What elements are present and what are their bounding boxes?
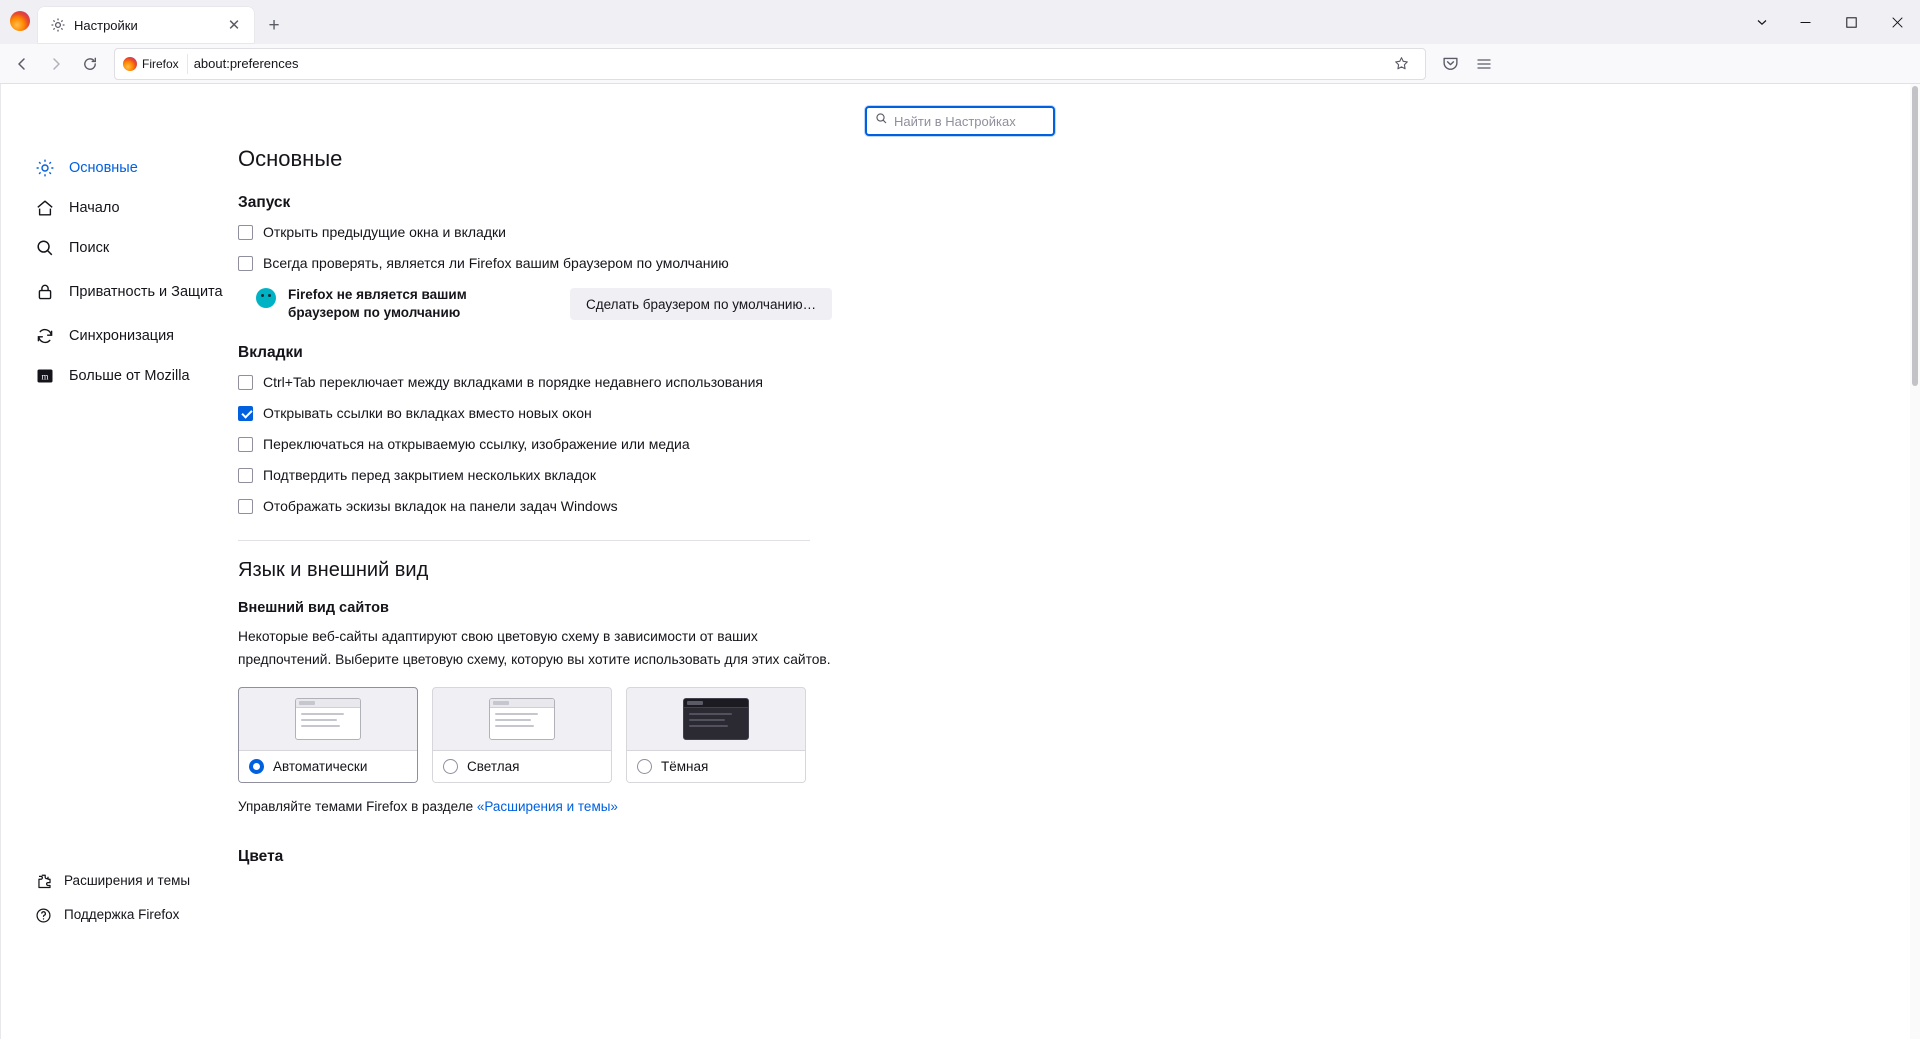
appearance-radio-dark[interactable] xyxy=(627,750,805,782)
colors-heading: Цвета xyxy=(238,847,284,865)
sidebar-item-label: Начало xyxy=(69,199,120,216)
website-appearance-description: Некоторые веб-сайты адаптируют свою цветовую схему в зависимости от ваших предпочтений. Выберите цветовую схему, которую вы хотите использовать для этих сайтов. xyxy=(238,629,831,667)
radio-button[interactable] xyxy=(249,759,264,774)
checkbox-label: Ctrl+Tab переключает между вкладками в порядке недавнего использования xyxy=(263,374,763,391)
page-title: Основные xyxy=(238,146,343,171)
sidebar-item-home[interactable] xyxy=(30,188,230,228)
checkbox-open-links-in-tabs[interactable] xyxy=(238,405,1310,421)
search-icon xyxy=(875,112,888,130)
default-browser-row xyxy=(238,286,1310,322)
search-area xyxy=(0,84,1920,136)
startup-heading: Запуск xyxy=(238,194,291,211)
identity-label: Firefox xyxy=(142,56,179,71)
sidebar-item-label: Поиск xyxy=(69,239,110,256)
preferences-main xyxy=(230,136,1310,956)
appearance-option-light[interactable] xyxy=(432,687,612,783)
page-left-edge xyxy=(0,84,1,1039)
app-menu-button[interactable] xyxy=(1468,48,1500,80)
checkbox-label: Открывать ссылки во вкладках вместо новых окон xyxy=(263,405,592,422)
reload-button[interactable] xyxy=(74,48,106,80)
search-placeholder: Найти в Настройках xyxy=(894,113,1016,129)
checkbox-taskbar-previews[interactable] xyxy=(238,498,1310,514)
sidebar-item-privacy[interactable] xyxy=(30,268,230,316)
themes-note-text: Управляйте темами Firefox в разделе xyxy=(238,798,477,814)
page-scrollbar[interactable] xyxy=(1910,84,1920,1039)
sidebar-item-label: Больше от Mozilla xyxy=(69,367,190,384)
section-divider xyxy=(238,540,810,541)
bookmark-star-icon[interactable] xyxy=(1385,48,1417,80)
appearance-preview-dark xyxy=(627,688,805,750)
url-text: about:preferences xyxy=(193,56,299,71)
checkbox-box[interactable] xyxy=(238,406,253,421)
extensions-icon xyxy=(34,872,52,890)
search-input[interactable] xyxy=(865,106,1055,136)
close-icon[interactable]: ✕ xyxy=(227,16,241,34)
window-preview-light-icon xyxy=(295,698,361,740)
browser-tab[interactable] xyxy=(38,7,254,43)
sidebar-item-sync[interactable] xyxy=(30,316,230,356)
mozilla-icon xyxy=(34,365,56,387)
firefox-logo-icon xyxy=(10,11,30,31)
preferences-sidebar xyxy=(0,136,230,956)
checkbox-box[interactable] xyxy=(238,468,253,483)
window-preview-dark-icon xyxy=(683,698,749,740)
close-window-button[interactable] xyxy=(1874,0,1920,44)
new-tab-button[interactable]: + xyxy=(268,14,280,36)
checkbox-restore-previous-session[interactable] xyxy=(238,224,1310,240)
sidebar-item-label: Основные xyxy=(69,159,138,176)
sidebar-item-label: Расширения и темы xyxy=(64,872,191,888)
home-icon xyxy=(34,197,56,219)
firefox-logo-icon xyxy=(123,57,137,71)
checkbox-label: Отображать эскизы вкладок на панели задач Windows xyxy=(263,498,618,515)
appearance-option-label: Светлая xyxy=(467,758,520,774)
lock-icon xyxy=(34,281,56,303)
gear-icon xyxy=(50,17,66,33)
checkbox-ctrl-tab-recent[interactable] xyxy=(238,374,1310,390)
radio-button[interactable] xyxy=(637,759,652,774)
checkbox-box[interactable] xyxy=(238,375,253,390)
sidebar-item-label: Синхронизация xyxy=(69,327,175,344)
appearance-option-label: Тёмная xyxy=(661,758,709,774)
checkbox-box[interactable] xyxy=(238,437,253,452)
checkbox-box[interactable] xyxy=(238,499,253,514)
themes-note xyxy=(238,799,1310,814)
url-bar[interactable] xyxy=(114,48,1426,80)
back-button[interactable] xyxy=(6,48,38,80)
sidebar-item-search[interactable] xyxy=(30,228,230,268)
identity-chip[interactable] xyxy=(123,54,188,74)
window-preview-light-icon xyxy=(489,698,555,740)
make-default-button[interactable]: Сделать браузером по умолчанию… xyxy=(570,288,832,320)
checkbox-box[interactable] xyxy=(238,256,253,271)
tab-title: Настройки xyxy=(74,17,138,33)
svg-text:m: m xyxy=(41,371,49,382)
pocket-icon[interactable] xyxy=(1434,48,1466,80)
sidebar-item-more-from-mozilla[interactable] xyxy=(30,356,230,396)
gear-icon xyxy=(34,157,56,179)
checkbox-box[interactable] xyxy=(238,225,253,240)
help-icon xyxy=(34,906,52,924)
checkbox-switch-to-new-tab[interactable] xyxy=(238,436,1310,452)
browser-tab-bar xyxy=(0,0,1920,44)
default-browser-status xyxy=(238,286,570,322)
scrollbar-thumb[interactable] xyxy=(1912,86,1918,386)
window-controls xyxy=(1742,0,1920,44)
appearance-option-dark[interactable] xyxy=(626,687,806,783)
sidebar-item-general[interactable] xyxy=(30,148,230,188)
sidebar-item-firefox-support[interactable] xyxy=(30,898,240,932)
checkbox-confirm-close-multiple-tabs[interactable] xyxy=(238,467,1310,483)
radio-button[interactable] xyxy=(443,759,458,774)
chevron-down-icon[interactable] xyxy=(1742,0,1782,44)
appearance-preview-auto xyxy=(239,688,417,750)
maximize-button[interactable] xyxy=(1828,0,1874,44)
sad-face-icon xyxy=(256,288,276,308)
sidebar-item-label: Поддержка Firefox xyxy=(64,906,180,922)
checkbox-always-check-default[interactable] xyxy=(238,255,1310,271)
language-appearance-heading: Язык и внешний вид xyxy=(238,559,429,582)
sidebar-item-label: Приватность и Защита xyxy=(69,283,223,300)
minimize-button[interactable] xyxy=(1782,0,1828,44)
url-bar-actions xyxy=(1385,48,1417,80)
checkbox-label: Всегда проверять, является ли Firefox вашим браузером по умолчанию xyxy=(263,255,729,271)
themes-note-link[interactable]: «Расширения и темы» xyxy=(476,798,618,814)
browser-toolbar xyxy=(0,44,1920,84)
sync-icon xyxy=(34,325,56,347)
appearance-option-auto[interactable] xyxy=(238,687,418,783)
appearance-radio-light[interactable] xyxy=(433,750,611,782)
forward-button[interactable] xyxy=(40,48,72,80)
sidebar-item-extensions-themes[interactable] xyxy=(30,864,240,898)
sidebar-bottom-links xyxy=(30,864,240,932)
checkbox-label: Открыть предыдущие окна и вкладки xyxy=(263,224,506,240)
appearance-preview-light xyxy=(433,688,611,750)
preferences-page xyxy=(0,84,1920,1039)
website-appearance-options xyxy=(238,687,1310,783)
checkbox-label: Переключаться на открываемую ссылку, изображение или медиа xyxy=(263,436,690,453)
website-appearance-heading: Внешний вид сайтов xyxy=(238,600,389,617)
tabs-heading: Вкладки xyxy=(238,344,303,362)
default-browser-status-text: Firefox не является вашим браузером по умолчанию xyxy=(288,287,467,321)
appearance-option-label: Автоматически xyxy=(273,758,368,774)
search-icon xyxy=(34,237,56,259)
appearance-radio-auto[interactable] xyxy=(239,750,417,782)
checkbox-label: Подтвердить перед закрытием нескольких вкладок xyxy=(263,467,596,484)
